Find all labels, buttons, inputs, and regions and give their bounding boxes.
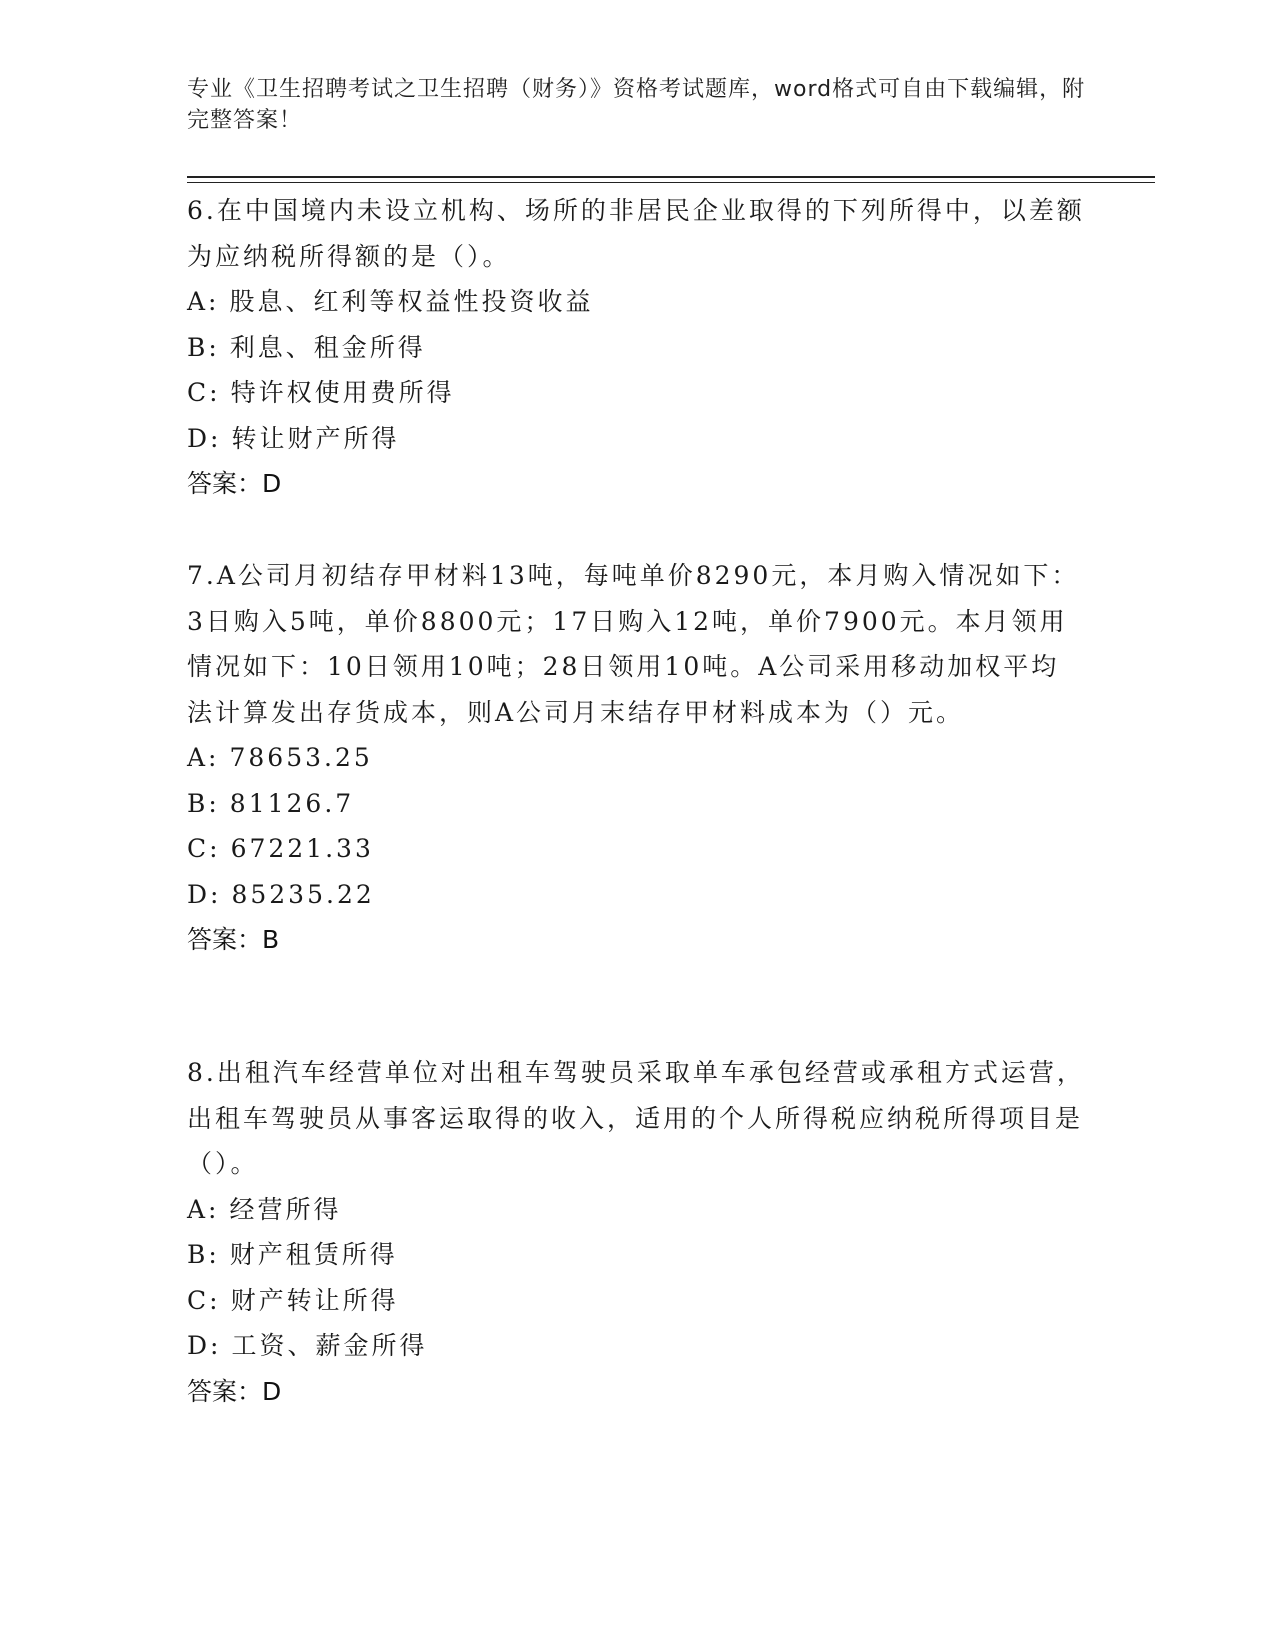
question-stem: 6.在中国境内未设立机构、场所的非居民企业取得的下列所得中，以差额为应纳税所得额的是（）。 xyxy=(187,196,1085,271)
option-text: 转让财产所得 xyxy=(231,423,400,453)
answer-line: 答案：D xyxy=(187,1376,282,1406)
document-header: 专业《卫生招聘考试之卫生招聘（财务）》资格考试题库，word格式可自由下载编辑，附完整答案！ xyxy=(187,77,1086,133)
option-letter: A: xyxy=(187,743,220,772)
option-d xyxy=(187,1323,1087,1369)
option-text: 股息、红利等权益性投资收益 xyxy=(229,287,594,316)
option-text: 特许权使用费所得 xyxy=(230,378,455,407)
option-letter: C: xyxy=(187,834,221,863)
option-text: 利息、租金所得 xyxy=(229,332,426,362)
option-letter: B: xyxy=(187,788,220,818)
option-d xyxy=(187,416,1087,462)
option-b xyxy=(187,325,1087,371)
option-c xyxy=(187,826,1087,872)
option-letter: C: xyxy=(187,1285,221,1315)
option-letter: A: xyxy=(187,287,220,316)
option-text: 81126.7 xyxy=(229,788,355,818)
option-text: 78653.25 xyxy=(229,743,373,772)
option-text: 工资、薪金所得 xyxy=(231,1331,428,1360)
option-letter: D: xyxy=(187,1331,222,1360)
option-text: 经营所得 xyxy=(229,1194,342,1224)
option-letter: B: xyxy=(187,332,220,362)
header-divider-thin xyxy=(187,182,1155,183)
option-text: 85235.22 xyxy=(231,879,375,909)
question-7 xyxy=(187,553,1087,962)
option-c xyxy=(187,370,1087,416)
option-letter: B: xyxy=(187,1240,220,1269)
option-text: 财产租赁所得 xyxy=(229,1240,398,1269)
question-8 xyxy=(187,1050,1087,1414)
option-d xyxy=(187,872,1087,918)
question-stem: 7.A公司月初结存甲材料13吨，每吨单价8290元，本月购入情况如下：3日购入5吨，单价8800元；17日购入12吨，单价7900元。本月领用情况如下：10日领用10吨；28日领用10吨。A公司采用移动加权平均法计算发出存货成本，则A公司月末结存甲材料成本为（）元。 xyxy=(187,561,1080,727)
option-letter: C: xyxy=(187,378,221,407)
option-text: 财产转让所得 xyxy=(230,1285,399,1315)
option-a xyxy=(187,279,1087,325)
option-b xyxy=(187,781,1087,827)
option-letter: A: xyxy=(187,1194,220,1224)
answer-line: 答案：B xyxy=(187,925,280,954)
header-divider-thick xyxy=(187,176,1155,178)
option-text: 67221.33 xyxy=(230,834,374,863)
answer-line: 答案：D xyxy=(187,469,282,498)
option-b xyxy=(187,1232,1087,1278)
option-c xyxy=(187,1278,1087,1324)
option-letter: D: xyxy=(187,423,222,453)
option-a xyxy=(187,735,1087,781)
option-a xyxy=(187,1187,1087,1233)
question-stem: 8.出租汽车经营单位对出租车驾驶员采取单车承包经营或承租方式运营，出租车驾驶员从事客运取得的收入，适用的个人所得税应纳税所得项目是（）。 xyxy=(187,1058,1085,1178)
option-letter: D: xyxy=(187,879,222,909)
question-6 xyxy=(187,188,1087,506)
